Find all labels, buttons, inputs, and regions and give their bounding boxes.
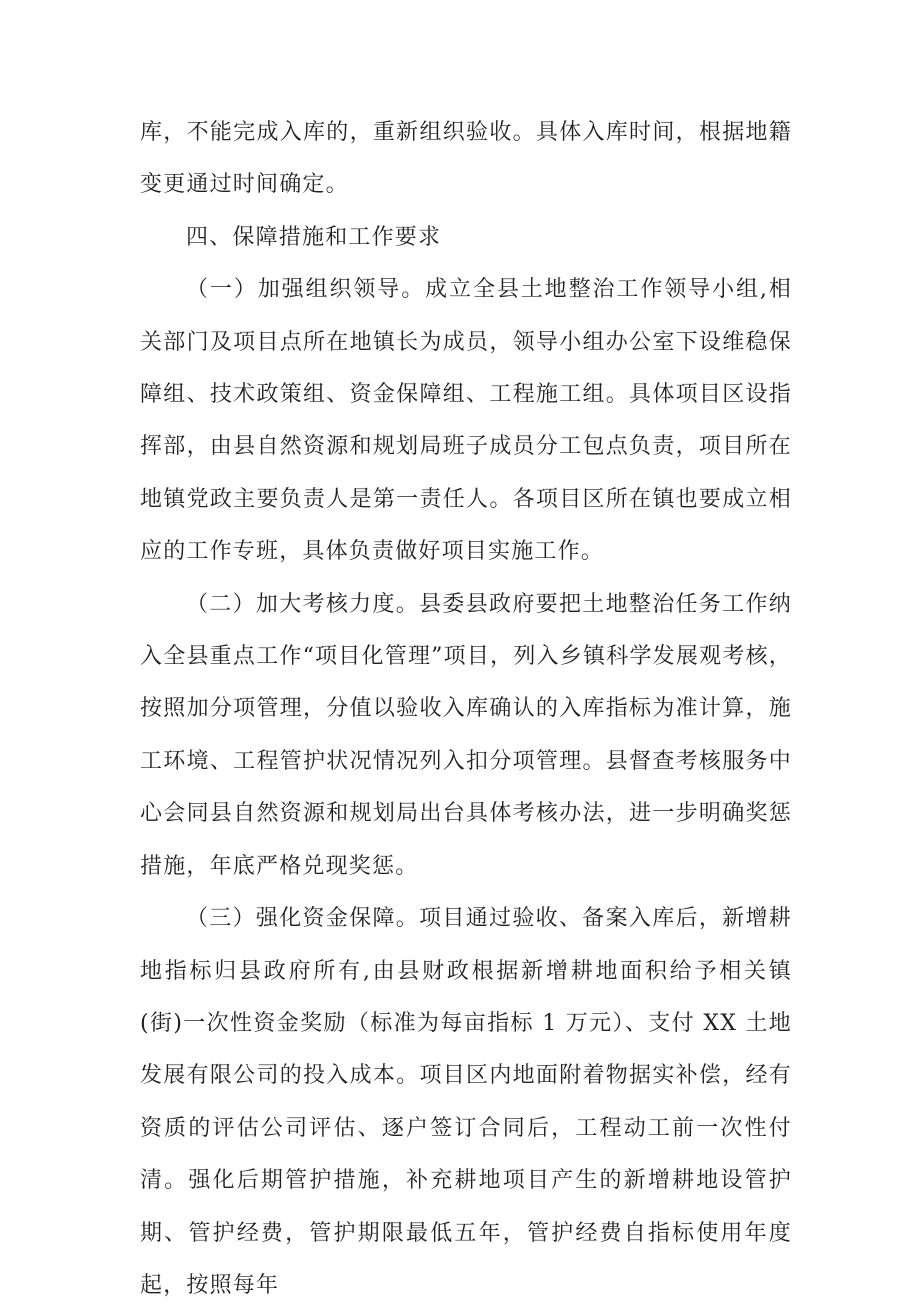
paragraph-continuation: 库，不能完成入库的，重新组织验收。具体入库时间，根据地籍变更通过时间确定。	[140, 120, 792, 198]
paragraph-item-one: （一）加强组织领导。成立全县土地整治工作领导小组,相关部门及项目点所在地镇长为成员，领导小组办公室下设维稳保障组、技术政策组、资金保障组、工程施工组。具体项目区设指挥部，由县自然资源和规划局班子成员分工包点负责，项目所在地镇党政主要负责人是第一责任人。各项目区所在镇也要成立相应的工作专班，具体负责做好项目实施工作。	[140, 277, 792, 565]
section-heading-four: 四、保障措施和工作要求	[186, 224, 442, 250]
document-body	[140, 107, 792, 1312]
paragraph-item-three: （三）强化资金保障。项目通过验收、备案入库后，新增耕地指标归县政府所有,由县财政根据新增耕地面积给予相关镇(街)一次性资金奖励（标准为每亩指标 1 万元）、支付 XX 土地发展有限公司的投入成本。项目区内地面附着物据实补偿，经有资质的评估公司评估、逐户签订合同后，工程动工前一次性付清。强化后期管护措施，补充耕地项目产生的新增耕地设管护期、管护经费，管护期限最低五年，管护经费自指标使用年度起，按照每年	[140, 906, 792, 1298]
paragraph-item-two: （二）加大考核力度。县委县政府要把土地整治任务工作纳入全县重点工作“项目化管理”项目，列入乡镇科学发展观考核，按照加分项管理，分值以验收入库确认的入库指标为准计算，施工环境、工程管护状况情况列入扣分项管理。县督查考核服务中心会同县自然资源和规划局出台具体考核办法，进一步明确奖惩措施，年底严格兑现奖惩。	[140, 591, 792, 879]
